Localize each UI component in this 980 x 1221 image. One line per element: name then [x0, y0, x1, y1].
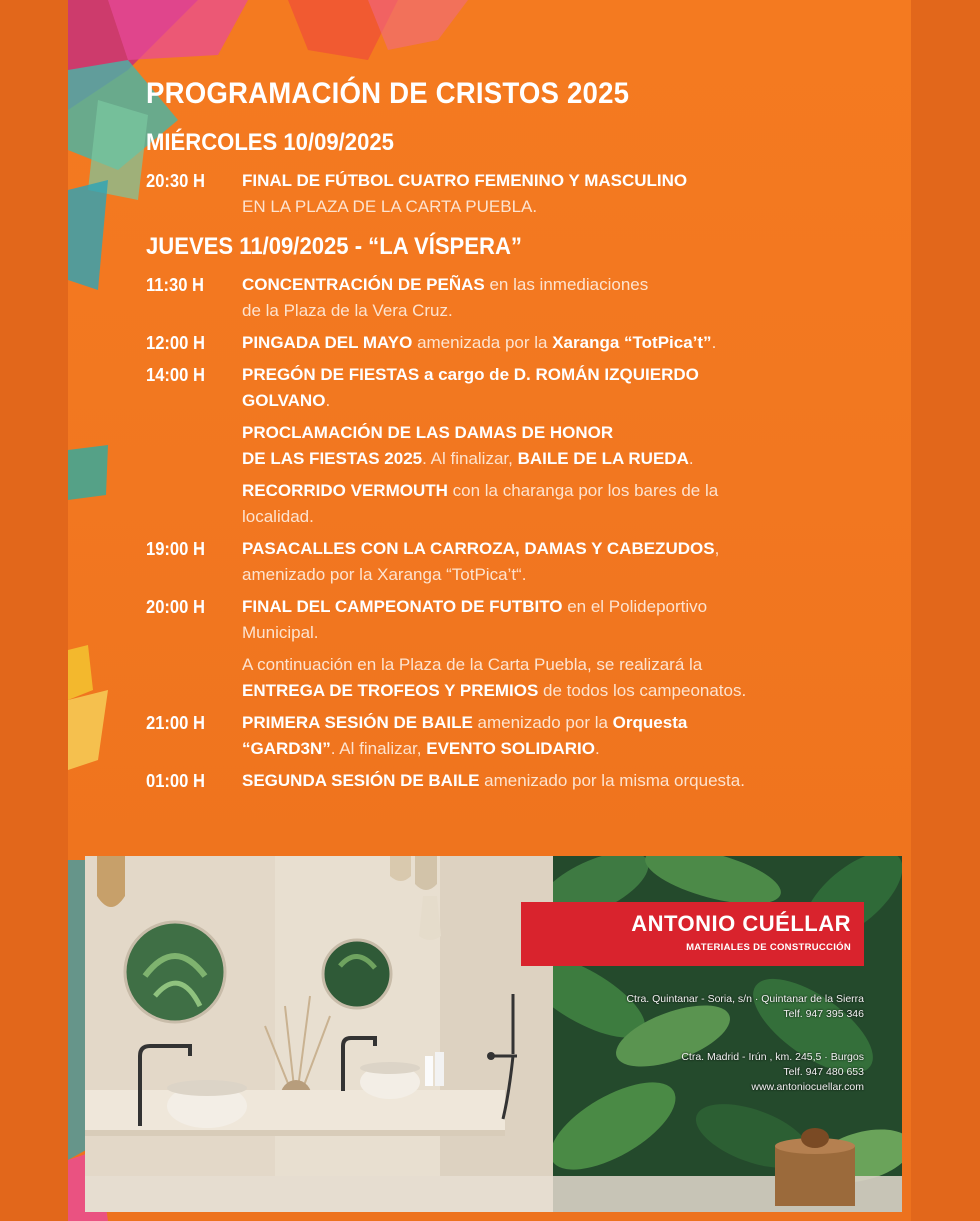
event-detail: amenizado por la misma orquesta.	[479, 771, 745, 790]
deco-shape-blue	[68, 180, 108, 290]
event-row	[146, 272, 886, 324]
event-description	[242, 420, 886, 472]
event-detail: amenizada por la	[412, 333, 553, 352]
event-detail: .	[688, 449, 694, 468]
pendant-lamp	[97, 856, 125, 907]
event-detail: . Al finalizar,	[330, 739, 427, 758]
event-row	[146, 168, 886, 220]
event-title: PRIMERA SESIÓN DE BAILE	[242, 713, 473, 732]
event-row	[146, 768, 886, 794]
event-title: PASACALLES CON LA CARROZA, DAMAS Y CABEZUDOS	[242, 539, 715, 558]
event-description	[242, 536, 886, 588]
event-description	[242, 478, 886, 530]
wooden-stool	[775, 1146, 855, 1206]
event-row	[146, 652, 886, 704]
event-title: CONCENTRACIÓN DE PEÑAS	[242, 275, 485, 294]
address-block-1	[626, 992, 864, 1022]
event-title: BAILE DE LA RUEDA	[517, 449, 689, 468]
event-title: DE LAS FIESTAS 2025	[242, 449, 423, 468]
event-detail: .	[595, 739, 600, 758]
event-title: SEGUNDA SESIÓN DE BAILE	[242, 771, 480, 790]
program-content	[146, 76, 886, 800]
shower-mixer	[483, 994, 523, 1124]
day-heading-thursday: JUEVES 11/09/2025 - “LA VÍSPERA”	[146, 233, 522, 260]
event-row	[146, 710, 886, 762]
deco-shape-yellow2	[68, 690, 108, 770]
event-title: PINGADA DEL MAYO	[242, 333, 413, 352]
event-detail: en el Polideportivo	[562, 597, 708, 616]
event-title: RECORRIDO VERMOUTH	[242, 481, 448, 500]
event-title: FINAL DEL CAMPEONATO DE FUTBITO	[242, 597, 563, 616]
event-detail: en las inmediaciones	[484, 275, 649, 294]
event-description	[242, 594, 886, 646]
phone-line: Telf. 947 480 653	[783, 1066, 864, 1078]
event-detail: de la Plaza de la Vera Cruz.	[242, 301, 453, 320]
event-detail: .	[325, 391, 331, 410]
event-description	[242, 710, 886, 762]
event-time: 19:00 H	[146, 539, 205, 559]
event-description	[242, 168, 886, 220]
event-title: GOLVANO	[242, 391, 326, 410]
event-time: 14:00 H	[146, 365, 205, 385]
event-row	[146, 594, 886, 646]
event-title: PREGÓN DE FIESTAS a cargo de D. ROMÁN IZQUIERDO	[242, 365, 699, 384]
event-time	[146, 478, 234, 530]
event-description	[242, 652, 886, 704]
event-row	[146, 536, 886, 588]
program-title: PROGRAMACIÓN DE CRISTOS 2025	[146, 77, 630, 110]
event-description	[242, 330, 886, 356]
event-detail: EN LA PLAZA DE LA CARTA PUEBLA.	[242, 197, 538, 216]
event-title: Xaranga “TotPica’t”	[552, 333, 712, 352]
pendant-lamp	[415, 856, 437, 890]
event-row	[146, 478, 886, 530]
event-time: 01:00 H	[146, 771, 205, 791]
event-title: ENTREGA DE TROFEOS Y PREMIOS	[242, 681, 539, 700]
event-detail: localidad.	[242, 507, 314, 526]
event-title: Orquesta	[612, 713, 688, 732]
event-detail: de todos los campeonatos.	[538, 681, 747, 700]
event-row	[146, 362, 886, 414]
decor-object	[801, 1128, 829, 1148]
event-row	[146, 330, 886, 356]
address-line: Ctra. Madrid - Irún , km. 245,5 · Burgos	[681, 1051, 864, 1063]
event-time: 11:30 H	[146, 275, 205, 295]
event-time: 20:30 H	[146, 171, 205, 191]
event-time: 20:00 H	[146, 597, 205, 617]
event-detail: amenizado por la	[472, 713, 613, 732]
brand-subtitle: MATERIALES DE CONSTRUCCIÓN	[686, 942, 851, 953]
pendant-lamp	[390, 856, 411, 881]
phone-line: Telf. 947 395 346	[783, 1008, 864, 1020]
soap-bottle	[425, 1056, 433, 1086]
event-title: PROCLAMACIÓN DE LAS DAMAS DE HONOR	[242, 423, 614, 442]
event-time	[146, 652, 234, 704]
deco-shape-pink2	[368, 0, 468, 50]
event-title: “GARD3N”	[242, 739, 331, 758]
day-heading-wednesday: MIÉRCOLES 10/09/2025	[146, 129, 394, 156]
event-detail: A continuación en la Plaza de la Carta Puebla, se realizará la	[242, 655, 703, 674]
event-description	[242, 768, 886, 794]
event-time	[146, 420, 234, 472]
address-block-2	[681, 1050, 864, 1095]
brand-name: ANTONIO CUÉLLAR	[631, 911, 851, 936]
event-description	[242, 362, 886, 414]
soap-bottle	[435, 1052, 444, 1086]
event-description	[242, 272, 886, 324]
event-detail: .	[711, 333, 717, 352]
event-time: 21:00 H	[146, 713, 205, 733]
brand-box	[521, 902, 864, 966]
event-detail: ,	[714, 539, 720, 558]
deco-shape-pink	[108, 0, 248, 60]
event-title: EVENTO SOLIDARIO	[426, 739, 595, 758]
website-link[interactable]: www.antoniocuellar.com	[751, 1081, 864, 1093]
event-detail: amenizado por la Xaranga “TotPica’t“.	[242, 565, 527, 584]
event-time: 12:00 H	[146, 333, 205, 353]
event-detail: con la charanga por los bares de la	[447, 481, 719, 500]
event-title: FINAL DE FÚTBOL CUATRO FEMENINO Y MASCULINO	[242, 171, 688, 190]
event-detail: Municipal.	[242, 623, 319, 642]
address-line: Ctra. Quintanar - Soria, s/n · Quintanar de la Sierra	[626, 993, 864, 1005]
vanity-counter	[85, 1090, 505, 1130]
deco-shape-teal2	[68, 445, 108, 500]
event-row	[146, 420, 886, 472]
event-detail: . Al finalizar,	[422, 449, 518, 468]
deco-shape-yellow	[68, 645, 93, 700]
advertisement-banner	[85, 856, 902, 1212]
